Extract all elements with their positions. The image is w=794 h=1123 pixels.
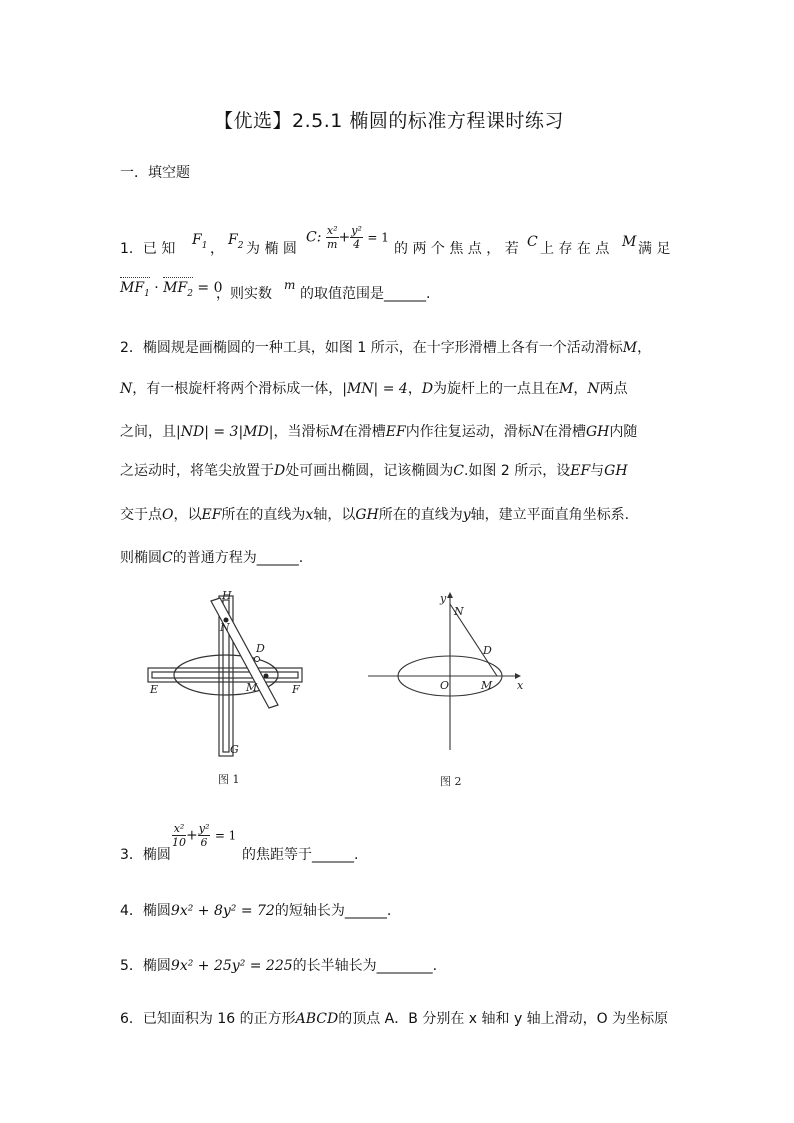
- q6-text-b: 的顶点 A．B 分别在 x 轴和 y 轴上滑动，O 为坐标原: [338, 1011, 669, 1027]
- q1-text-e: 满 足: [638, 241, 671, 257]
- q1-text-a: 1．已 知: [120, 241, 176, 257]
- figure-1-ellipsograph: [140, 590, 320, 800]
- question-3: [120, 818, 520, 862]
- q1-ellipse-eq: C: $\frac{\text{x²}}{m}$ + $\frac{\text{y²}}{4}$ = 1: [306, 224, 389, 251]
- q3-text-b: 的焦距等于______.: [242, 847, 359, 863]
- fig2-y-arrow: [447, 592, 453, 598]
- fig1-label-g: G: [230, 743, 239, 756]
- q2-line-3: 之间，且|ND| = 3|MD|，当滑标M在滑槽EF内作往复运动，滑标N在滑槽GH内随: [120, 424, 638, 440]
- q1-text-c: 的 两 个 焦 点 ， 若: [394, 241, 519, 257]
- fig1-label-e: E: [150, 683, 159, 696]
- question-4: [120, 900, 391, 920]
- q4-text-a: 4．椭圆: [120, 903, 171, 919]
- fig2-label-y: y: [440, 592, 447, 605]
- q1-comma: ，: [210, 241, 224, 257]
- q1-text-f: ，则实数: [216, 286, 272, 302]
- figure-2-coordinate-ellipse: [360, 590, 540, 800]
- q1-f2: $F_2$: [228, 232, 244, 251]
- fig2-label-o: O: [440, 679, 450, 692]
- fig1-label-n: N: [220, 621, 230, 634]
- q2-line-5: 交于点O，以EF所在的直线为x轴，以GH所在的直线为y轴，建立平面直角坐标系.: [120, 507, 630, 523]
- q2-line-6: 则椭圆C的普通方程为______.: [120, 550, 304, 566]
- fig1-rotating-rod: [211, 598, 278, 708]
- question-1-line-2: [120, 272, 700, 302]
- q1-text-d: 上 存 在 点: [540, 241, 610, 257]
- q5-text-a: 5．椭圆: [120, 958, 171, 974]
- q1-m2: m: [284, 278, 296, 292]
- q6-text-a: 6．已知面积为 16 的正方形: [120, 1011, 296, 1027]
- fig1-caption: 图 1: [218, 773, 240, 786]
- q5-text-b: 的长半轴长为________.: [292, 958, 438, 974]
- fig2-label-d: D: [483, 644, 492, 657]
- q3-text-a: 3．椭圆: [120, 847, 171, 863]
- fig1-label-h: H: [222, 590, 232, 602]
- q6-square: ABCD: [295, 1011, 339, 1027]
- fig1-label-f: F: [292, 683, 300, 696]
- q4-equation: 9x² + 8y² = 72: [170, 903, 275, 919]
- question-2: [120, 332, 720, 572]
- fig2-caption: 图 2: [440, 775, 462, 788]
- question-6: [120, 1008, 668, 1028]
- fig2-label-m: M: [481, 679, 493, 692]
- q1-vector-eq: $MF_1 \cdot MF_2 = 0$: [120, 280, 223, 299]
- q1-text-b: 为 椭 圆: [246, 241, 297, 257]
- q1-text-g: 的取值范围是______.: [300, 286, 431, 302]
- fig1-label-d: D: [256, 642, 265, 655]
- q1-m: M: [622, 234, 637, 250]
- q1-f1: $F_1$: [192, 232, 208, 251]
- fig1-pen-d: [255, 657, 260, 662]
- doc-title: 【优选】2.5.1 椭圆的标准方程课时练习: [214, 110, 564, 132]
- fig2-label-n: N: [454, 605, 464, 618]
- q2-line-2: N，有一根旋杆将两个滑标成一体，|MN| = 4，D为旋杆上的一点且在M，N两点: [120, 381, 628, 397]
- q1-c: C: [527, 234, 538, 250]
- question-5: [120, 955, 437, 975]
- q3-ellipse-eq: $\frac{\text{x²}}{10}$ + $\frac{\text{y²}}{6}$ = 1: [172, 822, 237, 849]
- q2-line-1: 2．椭圆规是画椭圆的一种工具，如图 1 所示，在十字形滑槽上各有一个活动滑标M，: [120, 340, 652, 356]
- fig1-label-m: M: [246, 681, 258, 694]
- section-heading: 一．填空题: [120, 165, 190, 181]
- q4-text-b: 的短轴长为______.: [274, 903, 392, 919]
- q2-line-4: 之运动时，将笔尖放置于D处可画出椭圆，记该椭圆为C.如图 2 所示，设EF与GH: [120, 463, 628, 479]
- q5-equation: 9x² + 25y² = 225: [170, 958, 293, 974]
- question-1-line-1: [120, 220, 700, 260]
- fig1-slider-m: [264, 674, 269, 679]
- fig1-horizontal-slot: [148, 668, 302, 682]
- fig2-label-x: x: [517, 679, 524, 692]
